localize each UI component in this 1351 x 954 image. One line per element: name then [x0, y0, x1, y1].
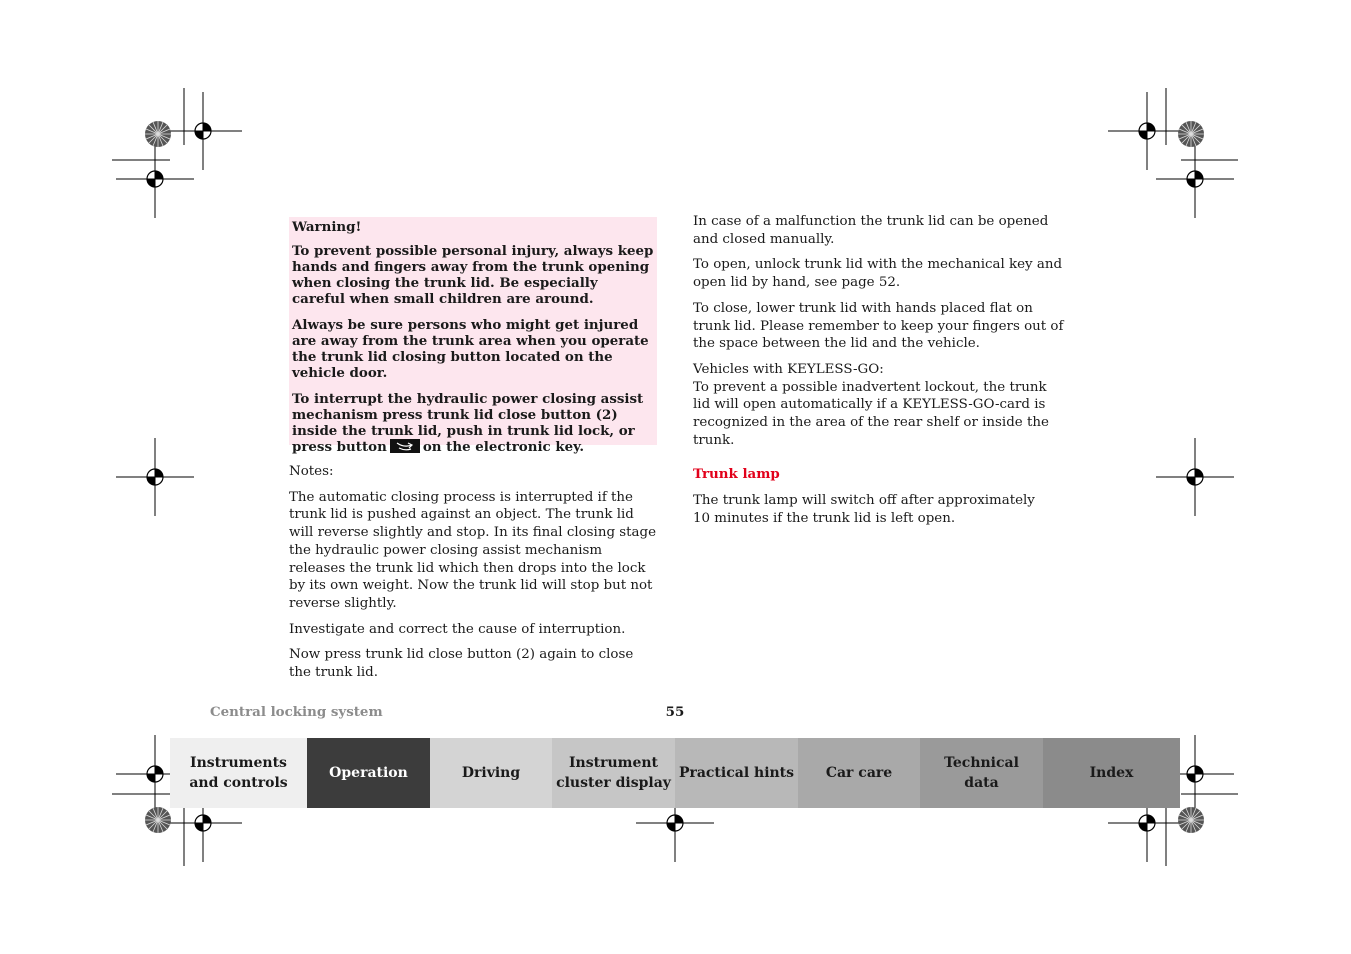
tab-index[interactable]: Index	[1043, 738, 1180, 808]
warning-paragraph-3	[292, 391, 654, 455]
tab-driving[interactable]: Driving	[430, 738, 552, 808]
warning-p3-tail: on the electronic key.	[422, 439, 585, 455]
warning-title: Warning!	[292, 219, 362, 235]
trunk-lamp-line-1: The trunk lamp will switch off after approximately	[693, 493, 1035, 509]
left-column	[289, 463, 659, 690]
tab-car-care[interactable]: Car care	[798, 738, 920, 808]
notes-paragraph-2: Investigate and correct the cause of interruption.	[289, 621, 626, 637]
tab-technical-data[interactable]: Technical data	[920, 738, 1043, 808]
warning-paragraph-1: To prevent possible personal injury, always keep hands and fingers away from the trunk opening when closing the trunk lid. Be especially careful when small children are around.	[292, 243, 654, 307]
keyless-go-line: Vehicles with KEYLESS-GO:	[693, 361, 884, 377]
right-paragraph-2: To open, unlock trunk lid with the mechanical key and open lid by hand, see page 52.	[693, 257, 1063, 291]
tab-practical-hints[interactable]: Practical hints	[675, 738, 798, 808]
page-number: 55	[665, 704, 685, 720]
section-title: Central locking system	[210, 704, 383, 720]
notes-heading: Notes:	[289, 464, 334, 479]
warning-paragraph-2: Always be sure persons who might get injured are away from the trunk area when you operate the trunk lid closing button located on the vehicle door.	[292, 317, 649, 381]
tab-operation[interactable]: Operation	[307, 738, 430, 808]
right-paragraph-1: In case of a malfunction the trunk lid can be opened and closed manually.	[693, 214, 1049, 247]
warning-box	[289, 217, 657, 455]
tab-instruments-and-controls[interactable]: Instruments and controls	[170, 738, 307, 808]
trunk-lamp-heading: Trunk lamp	[693, 466, 780, 483]
notes-paragraph-3: Now press trunk lid close button (2) again to close the trunk lid.	[289, 647, 634, 681]
trunk-lamp-line-2: 10 minutes if the trunk lid is left open.	[693, 510, 956, 526]
trunk-lamp-paragraph	[693, 492, 1065, 527]
trunk-open-key-icon	[390, 439, 420, 453]
chapter-tab-bar	[170, 738, 1180, 808]
notes-paragraph-1: The automatic closing process is interrupted if the trunk lid is pushed against an object. The trunk lid will reverse slightly and stop. In its final closing stage the hydraulic power closing assist mechanism releases the trunk lid which then drops into the lock by its own weight. Now the trunk lid will stop but not reverse slightly.	[289, 489, 657, 611]
tab-instrument-cluster-display[interactable]: Instrument cluster display	[552, 738, 675, 808]
right-column	[693, 213, 1065, 536]
right-paragraph-3: To close, lower trunk lid with hands placed flat on trunk lid. Please remember to keep your fingers out of the space between the lid and the vehicle.	[693, 300, 1064, 352]
right-paragraph-4	[693, 361, 1065, 450]
warning-p3-text: To interrupt the hydraulic power closing assist mechanism press trunk lid close button (2) inside the trunk lid, push in trunk lid lock, or press button	[292, 391, 644, 455]
keyless-go-text: To prevent a possible inadvertent lockout, the trunk lid will open automatically if a KEYLESS-GO-card is recognized in the area of the rear shelf or inside the trunk.	[693, 379, 1049, 448]
